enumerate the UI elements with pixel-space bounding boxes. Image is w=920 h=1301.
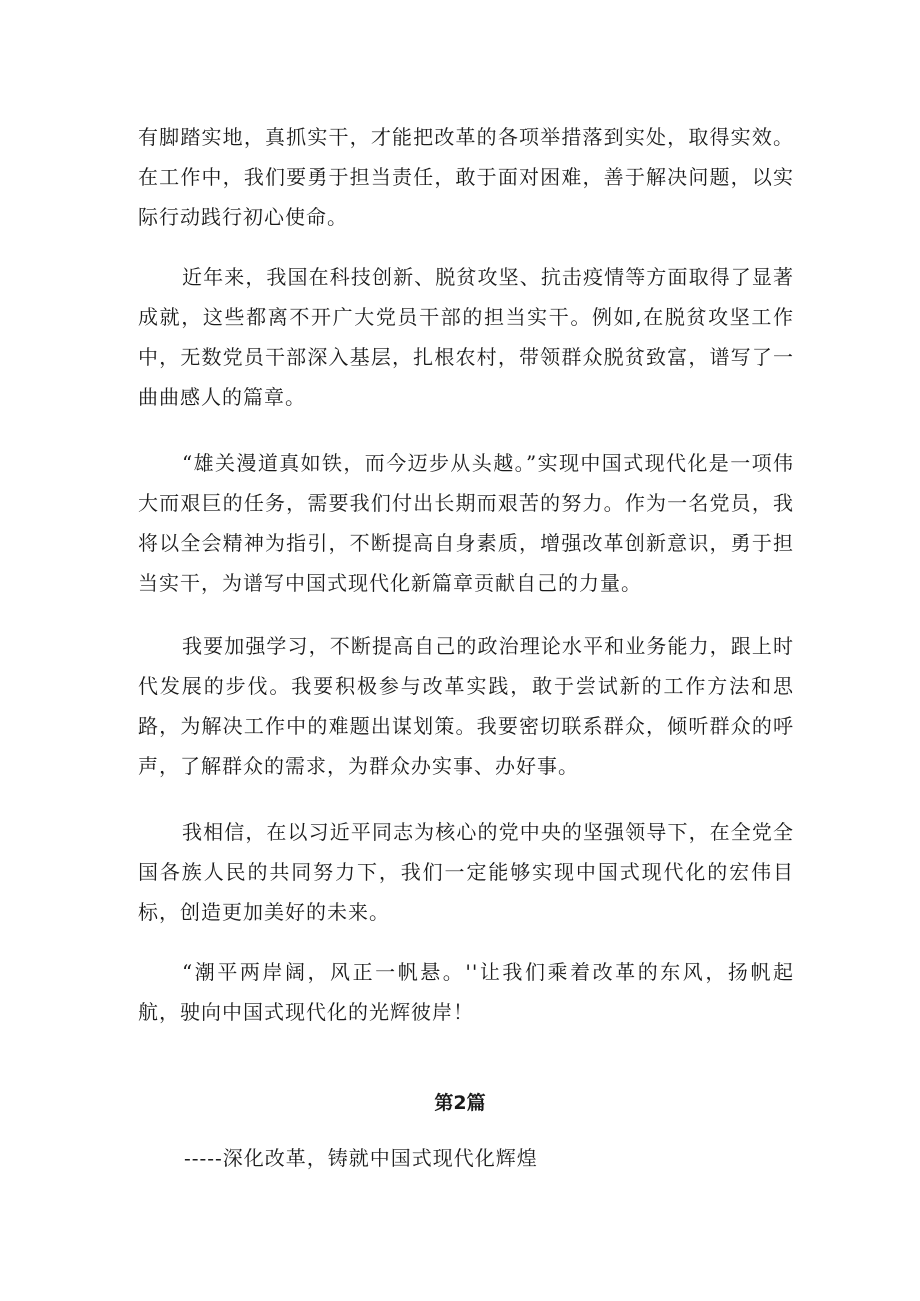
paragraph-2: 近年来，我国在科技创新、脱贫攻坚、抗击疫情等方面取得了显著成就，这些都离不开广大党员干部的担当实干。例如,在脱贫攻坚工作中，无数党员干部深入基层，扎根农村，带领群众脱贫致富，谱写了一曲曲感人的篇章。 — [138, 265, 794, 409]
paragraph-5: 我相信，在以习近平同志为核心的党中央的坚强领导下，在全党全国各族人民的共同努力下，我们一定能够实现中国式现代化的宏伟目标，创造更加美好的未来。 — [138, 820, 794, 924]
paragraph-1: 有脚踏实地，真抓实干，才能把改革的各项举措落到实处，取得实效。在工作中，我们要勇于担当责任，敢于面对困难，善于解决问题，以实际行动践行初心使命。 — [138, 125, 794, 229]
section-heading: 第2篇 — [434, 1092, 486, 1114]
section-subtitle: -----深化改革，铸就中国式现代化辉煌 — [184, 1146, 538, 1170]
paragraph-6: “潮平两岸阔，风正一帆悬。''让我们乘着改革的东风，扬帆起航，驶向中国式现代化的光辉彼岸！ — [138, 960, 794, 1024]
paragraph-3: “雄关漫道真如铁，而今迈步从头越。”实现中国式现代化是一项伟大而艰巨的任务，需要我们付出长期而艰苦的努力。作为一名党员，我将以全会精神为指引，不断提高自身素质，增强改革创新意识，勇于担当实干，为谱写中国式现代化新篇章贡献自己的力量。 — [138, 451, 794, 595]
paragraph-4: 我要加强学习，不断提高自己的政治理论水平和业务能力，跟上时代发展的步伐。我要积极参与改革实践，敢于尝试新的工作方法和思路，为解决工作中的难题出谋划策。我要密切联系群众，倾听群众的呼声，了解群众的需求，为群众办实事、办好事。 — [138, 634, 794, 778]
